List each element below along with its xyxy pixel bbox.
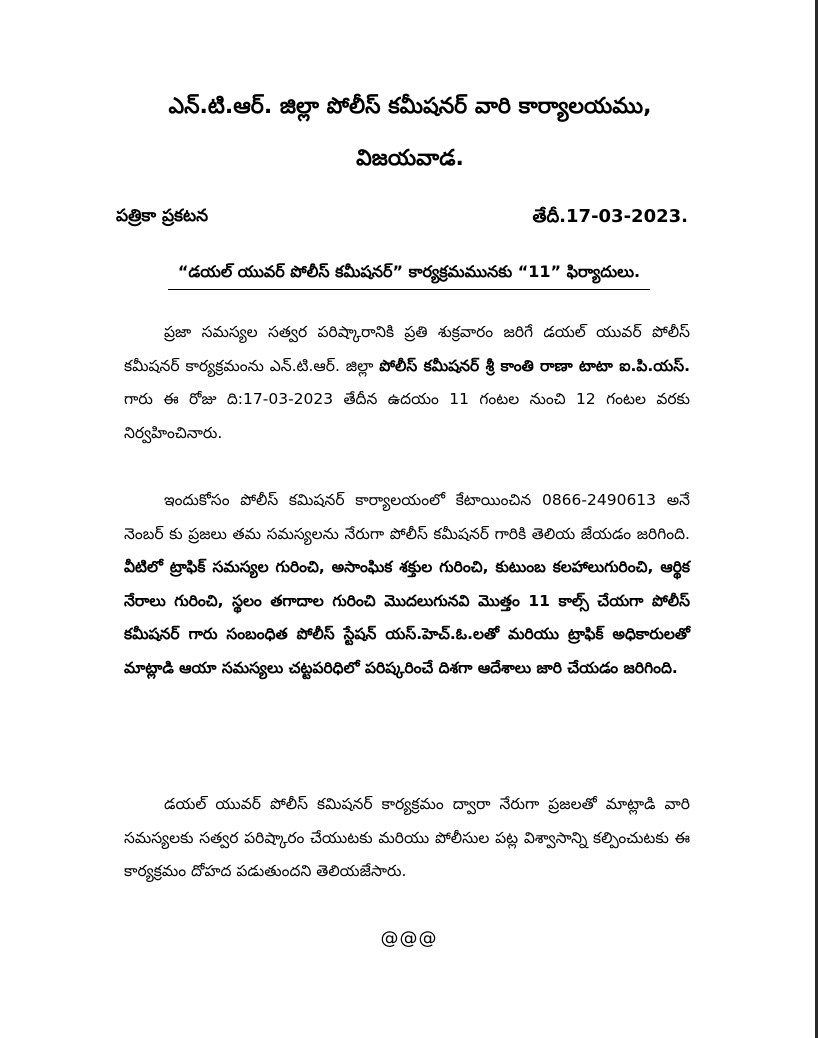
paragraph-1-text-b: గారు ఈ రోజు ది:17-03-2023 తేదీన ఉదయం 11 గంటల నుంచి 12 గంటల వరకు నిర్వహించినారు. bbox=[124, 390, 690, 442]
subject-line: “డయల్ యువర్ పోలీస్ కమీషనర్” కార్యక్రమమునకు “11” ఫిర్యాదులు. bbox=[168, 262, 650, 290]
press-release-label: పత్రికా ప్రకటన bbox=[116, 206, 209, 226]
end-mark: @@@ bbox=[380, 928, 438, 949]
city-name: విజయవాడ. bbox=[356, 146, 464, 171]
release-date: తేదీ.17-03-2023. bbox=[532, 206, 688, 227]
office-title: ఎన్.టి.ఆర్. జిల్లా పోలీస్ కమీషనర్ వారి కార్యాలయము, bbox=[168, 94, 652, 119]
paragraph-2 bbox=[124, 484, 690, 685]
paragraph-1-text-a: ప్రజా సమస్యల సత్వర పరిష్కారానికి ప్రతి శుక్రవారం జరిగే డయల్ యువర్ పోలీస్ కమీషనర్ కార్యక్రమంను ఎన్.టి.ఆర్. జిల్లా bbox=[124, 323, 690, 375]
paragraph-2-text-a: ఇందుకోసం పోలీస్ కమిషనర్ కార్యాలయంలో కేటాయించిన 0866-2490613 అనే నెంబర్ కు ప్రజలు తమ సమస్యలను నేరుగా పోలీస్ కమీషనర్ గారికి తెలియ జేయడం జరిగింది. bbox=[124, 491, 690, 543]
paragraph-1 bbox=[124, 316, 690, 450]
paragraph-3: డయల్ యువర్ పోలీస్ కమిషనర్ కార్యక్రమం ద్వారా నేరుగా ప్రజలతో మాట్లాడి వారి సమస్యలకు సత్వర పరిష్కారం చేయుటకు మరియు పోలీసుల పట్ల విశ్వాసాన్ని కల్పించుటకు ఈ కార్యక్రమం దోహద పడుతుందని తెలియజేసారు. bbox=[124, 795, 690, 880]
paragraph-2-bold-text: వీటిలో ట్రాఫిక్ సమస్యల గురించి, అసాంఘిక శక్తుల గురించి, కుటుంబ కలహాలుగురించి, ఆర్థిక నేరాలు గురించి, స్థలం తగాదాల గురించి మొదలుగునవి మొత్తం 11 కాల్స్ చేయగా పోలీస్ కమీషనర్ గారు సంబంధిత పోలీస్ స్టేషన్ యస్.హెచ్.ఓ.లతో మరియు ట్రాఫిక్ అధికారులతో మాట్లాడి ఆయా సమస్యలు చట్టపరిధిలో పరిష్కరించే దిశగా ఆదేశాలు జారి చేయడం జరిగింది. bbox=[124, 558, 690, 677]
commissioner-name: పోలీస్ కమీషనర్ శ్రీ కాంతి రాణా టాటా ఐ.పి.యస్. bbox=[379, 356, 690, 375]
